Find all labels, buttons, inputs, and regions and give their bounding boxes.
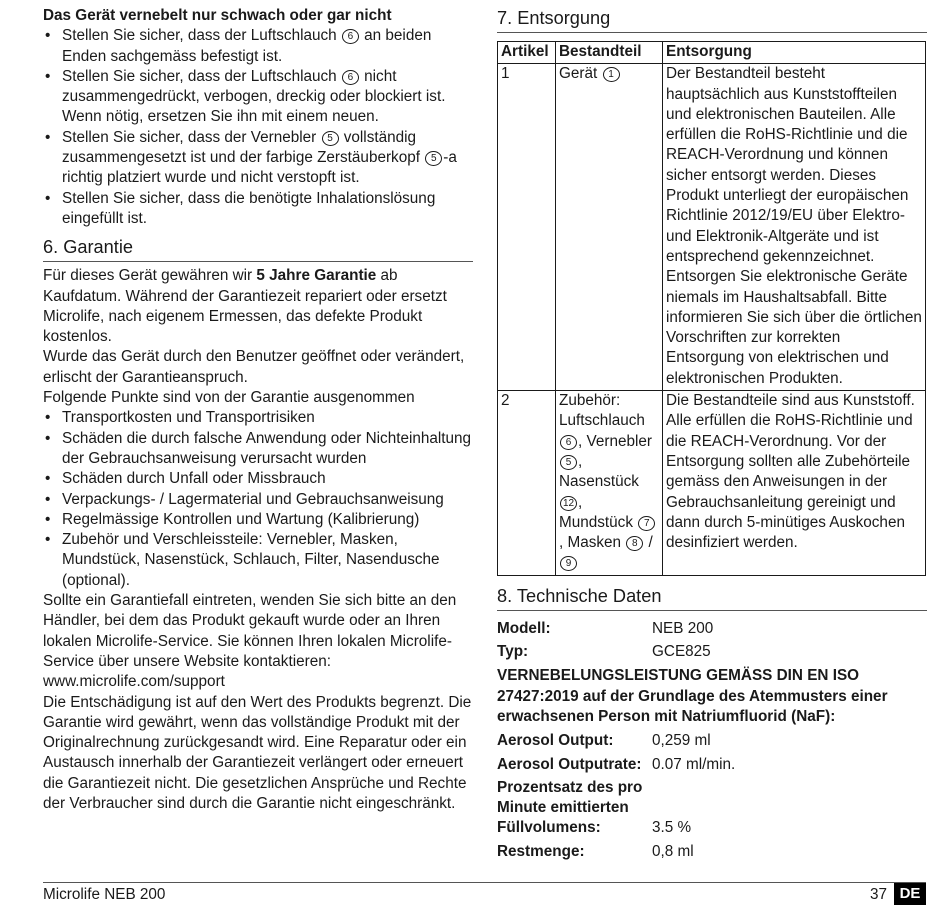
table-header-row [498,42,926,64]
spec-label: Modell: [497,619,551,637]
footer-divider [43,882,926,883]
ref-number-icon: 9 [560,556,577,571]
list-item: • Regelmässige Kontrollen und Wartung (Kalibrierung) [43,510,473,530]
list-item: • Transportkosten und Transportrisiken [43,408,473,428]
list-item: • Stellen Sie sicher, dass der Luftschlauch 6 an beiden Enden sachgemäss befestigt ist. [43,26,473,67]
table-cell: 1 [498,64,556,391]
tech-data-heading: 8. Technische Daten [497,584,927,611]
disposal-table [497,41,926,576]
nebulization-note: VERNEBELUNGSLEISTUNG GEMÄSS DIN EN ISO 27427:2019 auf der Grundlage des Atemmusters einer erwachsenen Person mit Natriumfluorid (NaF): [497,667,888,725]
warranty-paragraph: Wurde das Gerät durch den Benutzer geöffnet oder verändert, erlischt der Garantieanspruch. [43,348,465,386]
ref-number-icon: 6 [560,435,577,450]
list-item: • Zubehör und Verschleissteile: Vernebler, Masken, Mundstück, Nasenstück, Schlauch, Filter, Nasendusche (optional). [43,530,473,591]
right-column [497,6,927,865]
ref-number-icon: 7 [638,516,655,531]
ref-number-icon: 6 [342,70,359,85]
footer-product-name: Microlife NEB 200 [43,886,166,903]
spec-label: Prozentsatz des pro Minute emittierten Füllvolumens: [497,778,643,837]
table-cell: Gerät 1 [556,64,663,391]
tech-specs [497,619,927,862]
warranty-paragraph: Für dieses Gerät gewähren wir 5 Jahre Garantie ab Kaufdatum. Während der Garantiezeit repariert oder ersetzt Microlife, nach eigenem Ermessen, das defekte Produkt kostenlos. [43,267,447,346]
warranty-heading: 6. Garantie [43,235,473,262]
list-item: • Schäden die durch falsche Anwendung oder Nichteinhaltung der Gebrauchsanweisung verursacht wurden [43,429,473,470]
table-row [498,391,926,576]
spec-value: 3.5 % [652,819,692,837]
language-badge: DE [894,883,926,905]
ref-number-icon: 6 [342,29,359,44]
page-number: 37 [870,886,888,903]
ref-number-icon: 5 [322,131,339,146]
list-item: • Schäden durch Unfall oder Missbrauch [43,469,473,489]
troubleshoot-heading: Das Gerät vernebelt nur schwach oder gar nicht [43,7,392,24]
spec-value: NEB 200 [652,619,714,637]
spec-value: 0.07 ml/min. [652,755,736,773]
warranty-paragraph: Sollte ein Garantiefall eintreten, wenden Sie sich bitte an den Händler, bei dem das Produkt gekauft wurde oder an Ihren lokalen Microlife-Service. Sie können Ihren lokalen Microlife-Service über unsere Website kontaktieren: www.microlife.com/support [43,592,457,691]
table-cell: Der Bestandteil besteht hauptsächlich aus Kunststoffteilen und elektronischen Bauteilen. Alle erfüllen die RoHS-Richtlinie und die REACH-Verordnung und können sicher entsorgt werden. Dieses Produkt unterliegt der europäischen Richtlinie 2012/19/EU über Elektro- und Elektronik-Altgeräte und ist entsprechend gekennzeichnet. Entsorgen Sie elektronische Geräte niemals im Haushaltsabfall. Bitte informieren Sie sich über die örtlichen Vorschriften zur korrekten Entsorgung von elektrischen und elektronischen Produkten. [663,64,926,391]
list-item: • Verpackungs- / Lagermaterial und Gebrauchsanweisung [43,490,473,510]
spec-value: 0,8 ml [652,842,694,860]
spec-row [497,755,927,775]
spec-label: Typ: [497,643,529,661]
list-item: • Stellen Sie sicher, dass der Vernebler 5 vollständig zusammengesetzt ist und der farbige Zerstäuberkopf 5 -a richtig platziert wurde und nicht verstopft ist. [43,128,473,189]
spec-label: Aerosol Output: [497,732,614,750]
spec-row [497,642,927,662]
column-header: Entsorgung [663,42,926,64]
warranty-paragraph: Die Entschädigung ist auf den Wert des Produkts begrenzt. Die Garantie wird gewährt, wenn das vollständige Produkt mit der Originalrechnung zurückgesandt wird. Eine Reparatur oder ein Austausch innerhalb der Garantiezeit verlängert oder erneuert die Garantiezeit nicht. Die gesetzlichen Ansprüche und Rechte der Verbraucher sind durch die Garantie nicht eingeschränkt. [43,693,472,812]
column-header: Bestandteil [556,42,663,64]
spec-value: 0,259 ml [652,732,711,750]
spec-row [497,731,927,751]
table-cell: Zubehör: Luftschlauch 6 , Vernebler 5 , Nasenstück 12 , Mundstück 7, Masken 8 / 9 [556,391,663,576]
warranty-paragraph: Folgende Punkte sind von der Garantie ausgenommen [43,389,415,407]
spec-value: GCE825 [652,643,711,661]
troubleshoot-list [43,26,473,229]
ref-number-icon: 12 [560,496,577,511]
table-cell: 2 [498,391,556,576]
list-item: • Stellen Sie sicher, dass der Luftschlauch 6 nicht zusammengedrückt, verbogen, dreckig oder blockiert ist. Wenn nötig, ersetzen Sie ihn mit einem neuen. [43,67,473,128]
spec-label: Aerosol Outputrate: [497,755,642,773]
ref-number-icon: 8 [626,536,643,551]
ref-number-icon: 5 [425,151,442,166]
ref-number-icon: 5 [560,455,577,470]
disposal-heading: 7. Entsorgung [497,6,927,33]
list-item: • Stellen Sie sicher, dass die benötigte Inhalationslösung eingefüllt ist. [43,189,473,230]
warranty-exclusions-list [43,408,473,591]
left-column [43,6,473,814]
table-row [498,64,926,391]
column-header: Artikel [498,42,556,64]
ref-number-icon: 1 [603,67,620,82]
spec-row [497,778,927,839]
table-cell: Die Bestandteile sind aus Kunststoff. Alle erfüllen die RoHS-Richtlinie und die REACH-Verordnung. Vor der Entsorgung sollten alle Zubehörteile gemäss den Anweisungen in der Gebrauchsanleitung gereinigt und dann durch 5-minütiges Auskochen desinfiziert werden. [663,391,926,576]
spec-row [497,619,927,639]
spec-row [497,842,927,862]
spec-label: Restmenge: [497,842,585,860]
